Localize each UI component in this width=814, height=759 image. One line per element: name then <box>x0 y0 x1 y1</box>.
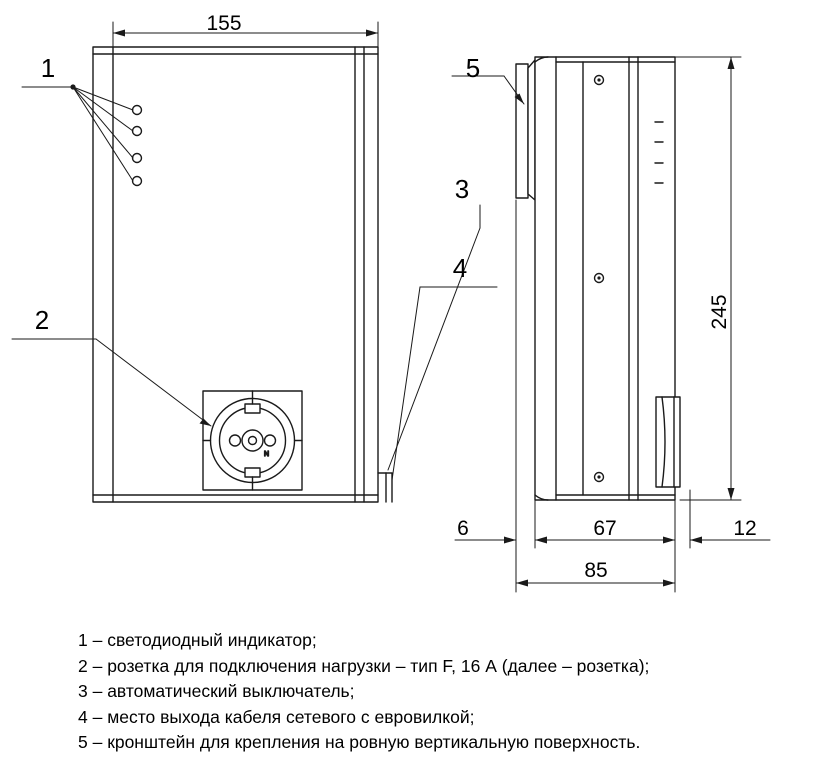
callout-label-1: 1 <box>40 53 56 83</box>
breaker-outline <box>378 473 392 502</box>
callout-label-2: 2 <box>34 305 50 335</box>
dimension-label-85: 85 <box>584 559 608 582</box>
leader-callout-5 <box>452 76 524 104</box>
side-body-outline <box>516 57 680 500</box>
legend-item-5: 5 – кронштейн для крепления на ровную вертикальную поверхность. <box>78 732 641 752</box>
callout-label-5: 5 <box>465 53 481 83</box>
legend-item-1: 1 – светодиодный индикатор; <box>78 630 317 650</box>
socket-assembly <box>203 391 302 490</box>
dimension-label-155: 155 <box>206 12 242 35</box>
legend-item-3: 3 – автоматический выключатель; <box>78 681 355 701</box>
leader-callout-3 <box>388 205 480 470</box>
socket-n-marking: N <box>264 451 270 458</box>
legend-list <box>78 628 778 756</box>
dimension-label-67: 67 <box>593 517 617 540</box>
dimension-label-245: 245 <box>708 294 731 330</box>
dimension-label-12: 12 <box>733 517 757 540</box>
callout-label-3: 3 <box>454 174 470 204</box>
leader-callout-4 <box>392 287 497 480</box>
legend-item-2: 2 – розетка для подключения нагрузки – тип F, 16 А (далее – розетка); <box>78 655 650 676</box>
dimension-label-6: 6 <box>457 517 469 540</box>
dimension-245 <box>675 57 741 500</box>
callout-label-4: 4 <box>452 253 468 283</box>
legend-item-4: 4 – место выхода кабеля сетевого с евровилкой; <box>78 706 475 727</box>
